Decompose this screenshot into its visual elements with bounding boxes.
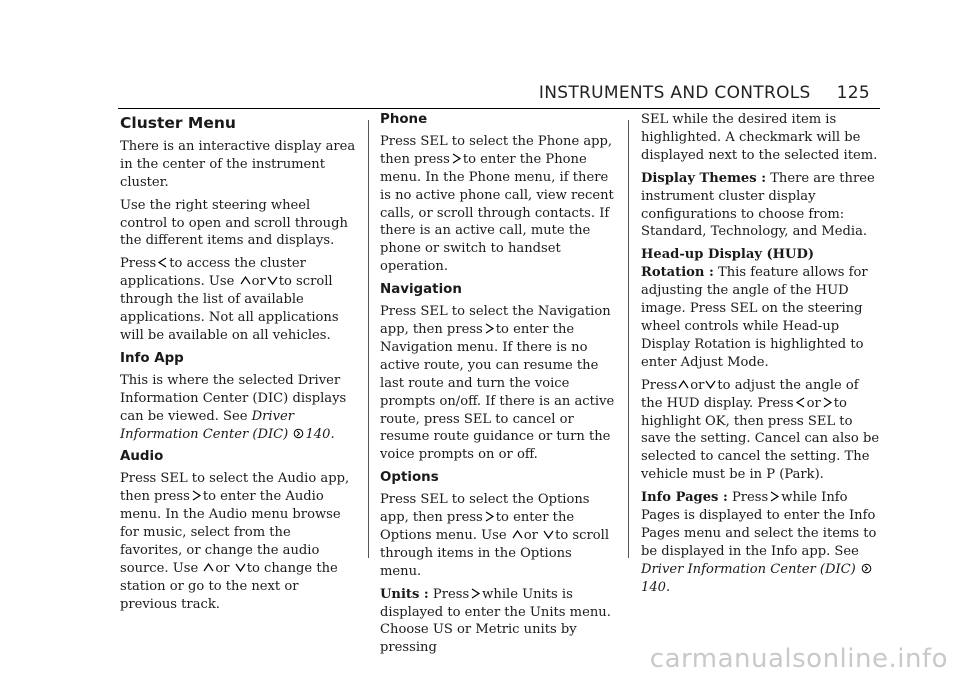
paragraph: Display Themes : There are three instrument cluster display configurations to choose from: Standard, Technology, and Media. — [641, 170, 875, 240]
paragraph: Press SEL to select the Navigation app, then press to enter the Navigation menu. If there is no active route, you can resume the last route and turn the voice prompts on/off. If there is an active route, press SEL to cancel or resume route guidance or turn the voice prompts on or off. — [380, 304, 615, 463]
down-arrow-icon — [267, 275, 278, 286]
subheading-phone: Phone — [380, 112, 428, 127]
page-reference[interactable]: 140. — [305, 426, 335, 442]
column-divider — [628, 120, 629, 558]
term-label: Info Pages : — [641, 490, 728, 506]
right-arrow-icon — [769, 491, 780, 502]
page-header — [539, 83, 870, 103]
watermark: carmanualsonline.info — [649, 644, 948, 674]
paragraph: Press to access the cluster applications. Use or to scroll through the list of available applications. Not all applications will be available on all vehicles. — [120, 256, 339, 343]
up-arrow-icon — [678, 379, 689, 390]
column-divider — [368, 120, 369, 558]
column-1 — [120, 111, 356, 619]
right-arrow-icon — [484, 323, 495, 334]
header-rule — [118, 108, 880, 109]
term-label: Display Themes : — [641, 170, 767, 186]
up-arrow-icon — [203, 562, 214, 573]
term-label: Head-up Display (HUD) Rotation : — [641, 247, 815, 281]
right-arrow-icon — [191, 490, 202, 501]
paragraph: Use the right steering wheel control to open and scroll through the different items and displays. — [120, 197, 348, 249]
section-title: INSTRUMENTS AND CONTROLS — [538, 83, 811, 103]
page-number: 125 — [836, 83, 870, 103]
cross-reference-link[interactable]: Driver Information Center (DIC) — [120, 408, 295, 442]
paragraph: Press SEL to select the Audio app, then press to enter the Audio menu. In the Audio menu browse for music, select from the favorites, or change the audio source. Use or to change the station or go to the next or previous track. — [120, 471, 350, 612]
down-arrow-icon — [543, 529, 554, 540]
page-reference-icon — [861, 563, 872, 574]
paragraph: Press SEL to select the Phone app, then press to enter the Phone menu. In the Phone menu, if there is no active phone call, view recent calls, or scroll through contacts. If there is an active call, mute the phone or switch to handset operation. — [380, 133, 614, 275]
paragraph: Info Pages : Press while Info Pages is displayed to enter the Info Pages menu and select the items to be displayed in the Info app. See Driver Information Center (DIC) 140. — [641, 490, 877, 595]
right-arrow-icon — [822, 397, 833, 408]
up-arrow-icon — [512, 529, 523, 540]
left-arrow-icon — [157, 257, 168, 268]
right-arrow-icon — [451, 153, 462, 164]
paragraph: Press or to adjust the angle of the HUD display. Press or to highlight OK, then press SEL to save the setting. Cancel can also be selected to cancel the setting. The vehicle must be in P (Park). — [641, 377, 880, 483]
page-reference-icon — [293, 428, 304, 439]
subheading-audio: Audio — [120, 449, 164, 465]
subheading-options: Options — [380, 470, 439, 486]
column-3 — [641, 111, 881, 602]
section-heading-cluster-menu: Cluster Menu — [120, 114, 236, 132]
cross-reference-link[interactable]: Driver Information Center (DIC) — [641, 561, 856, 577]
page-reference[interactable]: 140. — [641, 579, 671, 595]
subheading-navigation: Navigation — [380, 282, 462, 298]
paragraph: Units : Press while Units is displayed to enter the Units menu. Choose US or Metric units by pressing — [380, 586, 611, 656]
paragraph: This is where the selected Driver Information Center (DIC) displays can be viewed. See Driver Information Center (DIC) 140. — [120, 372, 347, 442]
down-arrow-icon — [235, 562, 246, 573]
right-arrow-icon — [484, 511, 495, 522]
left-arrow-icon — [795, 397, 806, 408]
up-arrow-icon — [240, 275, 251, 286]
subheading-info-app: Info App — [120, 350, 184, 366]
paragraph: SEL while the desired item is highlighted. A checkmark will be displayed next to the selected item. — [641, 112, 878, 163]
paragraph: Head-up Display (HUD) Rotation : This feature allows for adjusting the angle of the HUD image. Press SEL on the steering wheel controls while Head-up Display Rotation is highlighted to enter Adjust Mode. — [641, 247, 868, 370]
paragraph: There is an interactive display area in the center of the instrument cluster. — [120, 138, 356, 190]
down-arrow-icon — [705, 379, 716, 390]
term-label: Units : — [380, 586, 429, 602]
paragraph: Press SEL to select the Options app, then press to enter the Options menu. Use or to scroll through items in the Options menu. — [380, 492, 610, 579]
right-arrow-icon — [470, 588, 481, 599]
column-2 — [380, 111, 616, 662]
